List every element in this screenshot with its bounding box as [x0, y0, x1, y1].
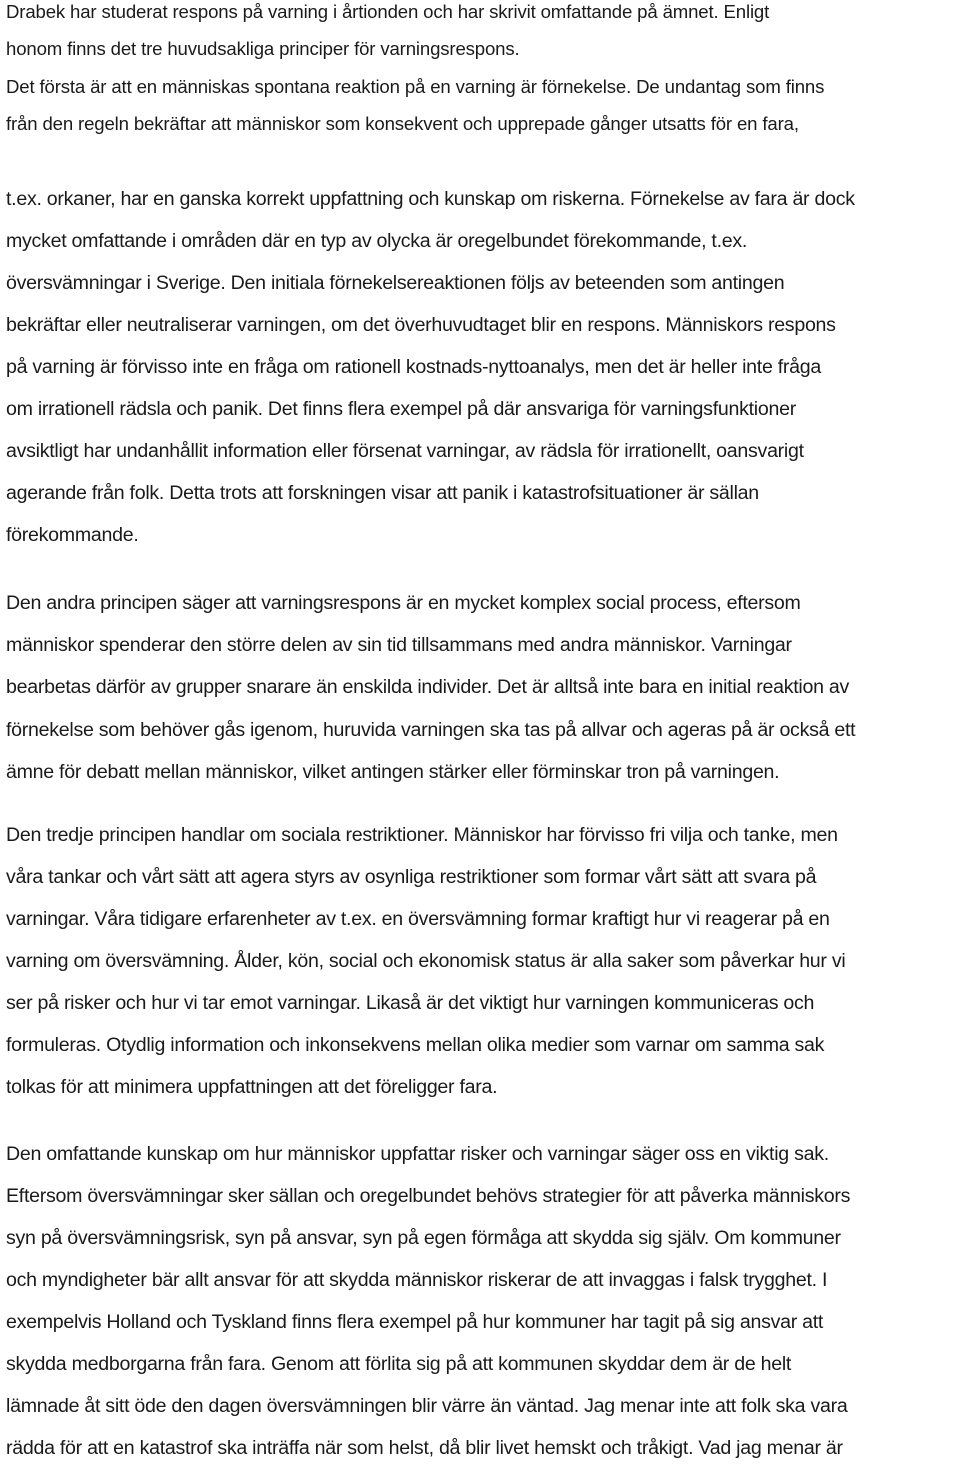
text-line: exempelvis Holland och Tyskland finns flera exempel på hur kommuner har tagit på sig ansvar att — [6, 1311, 824, 1333]
text-line: Eftersom översvämningar sker sällan och oregelbundet behövs strategier för att påverka människors — [6, 1185, 851, 1207]
text-line: ser på risker och hur vi tar emot varningar. Likaså är det viktigt hur varningen kommuniceras och — [6, 992, 815, 1014]
text-line: om irrationell rädsla och panik. Det finns flera exempel på där ansvariga för varningsfunktioner — [6, 398, 796, 420]
text-line: varning om översvämning. Ålder, kön, social och ekonomisk status är alla saker som påverkar hur vi — [6, 950, 846, 972]
text-line: Det första är att en människas spontana reaktion på en varning är förnekelse. De undantag som finns — [6, 76, 825, 97]
text-line: avsiktligt har undanhållit information eller försenat varningar, av rädsla för irrationellt, oansvarigt — [6, 440, 804, 462]
text-line: skydda medborgarna från fara. Genom att förlita sig på att kommunen skyddar dem är de helt — [6, 1353, 792, 1375]
text-line: honom finns det tre huvudsakliga principer för varningsrespons. — [6, 38, 520, 59]
text-line: varningar. Våra tidigare erfarenheter av t.ex. en översvämning formar kraftigt hur vi reagerar på en — [6, 908, 830, 930]
text-line: mycket omfattande i områden där en typ av olycka är oregelbundet förekommande, t.ex. — [6, 230, 748, 252]
text-line: översvämningar i Sverige. Den initiala förnekelsereaktionen följs av beteenden som antingen — [6, 272, 785, 294]
text-line: rädda för att en katastrof ska inträffa när som helst, då blir livet hemskt och tråkigt. Vad jag menar är — [6, 1437, 843, 1459]
text-line: förnekelse som behöver gås igenom, huruvida varningen ska tas på allvar och ageras på är också ett — [6, 719, 856, 741]
text-line: Den tredje principen handlar om sociala restriktioner. Människor har förvisso fri vilja och tanke, men — [6, 824, 838, 846]
text-line: Drabek har studerat respons på varning i årtionden och har skrivit omfattande på ämnet. Enligt — [6, 1, 770, 22]
text-line: våra tankar och vårt sätt att agera styrs av osynliga restriktioner som formar vårt sätt att svara på — [6, 866, 817, 888]
text-line: Den omfattande kunskap om hur människor uppfattar risker och varningar säger oss en viktig sak. — [6, 1143, 829, 1165]
text-line: lämnade åt sitt öde den dagen översvämningen blir värre än väntad. Jag menar inte att folk ska vara — [6, 1395, 848, 1417]
text-line: ämne för debatt mellan människor, vilket antingen stärker eller förminskar tron på varningen. — [6, 761, 780, 783]
text-line: agerande från folk. Detta trots att forskningen visar att panik i katastrofsituationer är sällan — [6, 482, 759, 504]
text-line: tolkas för att minimera uppfattningen att det föreligger fara. — [6, 1076, 498, 1098]
text-line: bekräftar eller neutraliserar varningen, om det överhuvudtaget blir en respons. Människors respons — [6, 314, 836, 336]
text-line: människor spenderar den större delen av sin tid tillsammans med andra människor. Varningar — [6, 634, 792, 656]
text-line: från den regeln bekräftar att människor som konsekvent och upprepade gånger utsatts för en fara, — [6, 113, 799, 134]
text-line: Den andra principen säger att varningsrespons är en mycket komplex social process, eftersom — [6, 592, 801, 614]
text-line: och myndigheter bär allt ansvar för att skydda människor riskerar de att invaggas i falsk trygghet. I — [6, 1269, 828, 1291]
text-line: förekommande. — [6, 524, 139, 546]
text-line: syn på översvämningsrisk, syn på ansvar, syn på egen förmåga att skydda sig själv. Om kommuner — [6, 1227, 841, 1249]
text-line: t.ex. orkaner, har en ganska korrekt uppfattning och kunskap om riskerna. Förnekelse av fara är dock — [6, 188, 855, 210]
text-line: bearbetas därför av grupper snarare än enskilda individer. Det är alltså inte bara en initial reaktion av — [6, 676, 850, 698]
text-line: på varning är förvisso inte en fråga om rationell kostnads-nyttoanalys, men det är heller inte fråga — [6, 356, 821, 378]
text-line: formuleras. Otydlig information och inkonsekvens mellan olika medier som varnar om samma sak — [6, 1034, 825, 1056]
